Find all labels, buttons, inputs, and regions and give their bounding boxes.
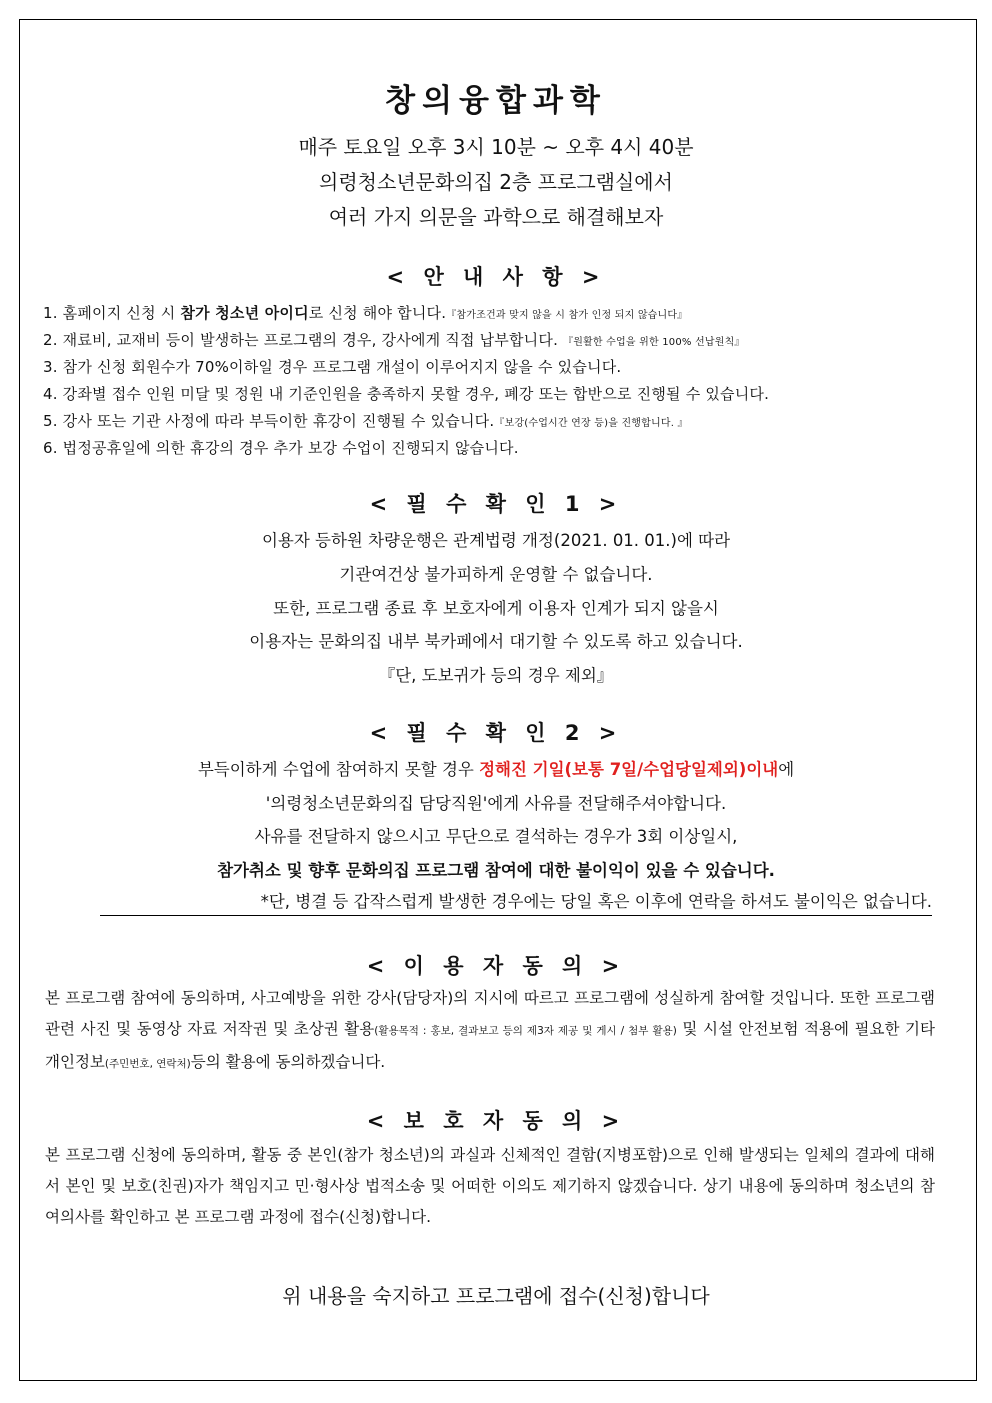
user-consent-part: 등의 활용에 동의하겠습니다. (190, 1053, 386, 1071)
notice-item-text: 1. 홈페이지 신청 시 (43, 304, 181, 322)
confirm1-line: 또한, 프로그램 종료 후 보호자에게 이용자 인계가 되지 않을시 (273, 599, 719, 618)
user-consent-part: 및 시설 안전보험 적용에 필요한 기타 개인정보 (45, 1020, 935, 1071)
user-consent-heading: < 이 용 자 동 의 > (366, 954, 626, 978)
notice-item-note: 『보강(수업시간 연장 등)을 진행합니다. 』 (494, 418, 688, 429)
intro-schedule: 매주 토요일 오후 3시 10분 ~ 오후 4시 40분 (298, 135, 694, 159)
confirm2-text: 에 (778, 760, 795, 779)
notice-heading: < 안 내 사 항 > (386, 265, 606, 289)
notice-item (43, 329, 745, 350)
closing-statement: 위 내용을 숙지하고 프로그램에 접수(신청)합니다 (282, 1284, 710, 1308)
notice-item: 3. 참가 신청 회원수가 70%이하일 경우 프로그램 개설이 이루어지지 않을 수 있습니다. (43, 358, 622, 376)
confirm2-heading: < 필 수 확 인 2 > (369, 721, 623, 745)
user-consent-part: 본 프로그램 참여에 동의하며, 사고예방을 위한 강사(담당자)의 지시에 따르고 프로그램에 성실하게 참여할 것입니다. 또한 프로그램 관련 사진 및 동영상 자료 저작권 및 초상권 활용 (45, 989, 935, 1038)
notice-item: 6. 법정공휴일에 의한 휴강의 경우 추가 보강 수업이 진행되지 않습니다. (43, 439, 519, 457)
intro-slogan: 여러 가지 의문을 과학으로 해결해보자 (328, 205, 664, 229)
notice-item (43, 410, 688, 431)
guardian-consent-heading: < 보 호 자 동 의 > (366, 1109, 626, 1133)
confirm2-line: 사유를 전달하지 않으시고 무단으로 결석하는 경우가 3회 이상일시, (254, 827, 738, 846)
confirm1-line: 『단, 도보귀가 등의 경우 제외』 (378, 666, 614, 685)
confirm2-text: 부득이하게 수업에 참여하지 못할 경우 (197, 760, 480, 779)
user-consent-text (45, 983, 935, 1080)
confirm2-exception-note: *단, 병결 등 갑작스럽게 발생한 경우에는 당일 혹은 이후에 연락을 하셔도 불이익은 없습니다. (100, 888, 932, 916)
confirm2-line: '의령청소년문화의집 담당직원'에게 사유를 전달해주셔야합니다. (265, 794, 727, 813)
notice-item: 4. 강좌별 접수 인원 미달 및 정원 내 기준인원을 충족하지 못할 경우, 폐강 또는 합반으로 진행될 수 있습니다. (43, 385, 770, 403)
notice-item-emphasis: 참가 청소년 아이디 (180, 304, 309, 322)
deadline-highlight: 정해진 기일(보통 7일/수업당일제외)이내 (479, 760, 779, 779)
confirm2-line (20, 756, 972, 780)
user-consent-note: (활용목적 : 홍보, 결과보고 등의 제3자 제공 및 게시 / 첨부 활용) (374, 1025, 677, 1037)
page-title: 창의융합과학 (385, 83, 607, 119)
notice-item-text: 2. 재료비, 교재비 등이 발생하는 프로그램의 경우, 강사에게 직접 납부합니다. (43, 331, 563, 349)
notice-item-note: 『원활한 수업을 위한 100% 선납원칙』 (563, 337, 745, 348)
notice-item-text: 로 신청 해야 합니다. (308, 304, 447, 322)
user-consent-note: (주민번호, 연락처) (104, 1058, 191, 1070)
guardian-consent-text: 본 프로그램 신청에 동의하며, 활동 중 본인(참가 청소년)의 과실과 신체적인 결함(지병포함)으로 인해 발생되는 일체의 결과에 대해서 본인 및 보호(친권)자가 책임지고 민·형사상 법적소송 및 어떠한 이의도 제기하지 않겠습니다. 상기 내용에 동의하며 청소년의 참여의사를 확인하고 본 프로그램 과정에 접수(신청)합니다. (45, 1146, 935, 1226)
notice-item-text: 5. 강사 또는 기관 사정에 따라 부득이한 휴강이 진행될 수 있습니다. (43, 412, 495, 430)
confirm1-line: 이용자는 문화의집 내부 북카페에서 대기할 수 있도록 하고 있습니다. (249, 632, 743, 651)
confirm1-heading: < 필 수 확 인 1 > (369, 492, 623, 516)
confirm2-warning: 참가취소 및 향후 문화의집 프로그램 참여에 대한 불이익이 있을 수 있습니다. (217, 861, 775, 880)
notice-item-note: 『참가조건과 맞지 않을 시 참가 인정 되지 않습니다』 (446, 310, 688, 321)
confirm1-line: 이용자 등하원 차량운행은 관계법령 개정(2021. 01. 01.)에 따라 (261, 531, 731, 550)
confirm1-line: 기관여건상 불가피하게 운영할 수 없습니다. (339, 565, 653, 584)
intro-location: 의령청소년문화의집 2층 프로그램실에서 (319, 170, 673, 194)
notice-item (43, 302, 687, 323)
